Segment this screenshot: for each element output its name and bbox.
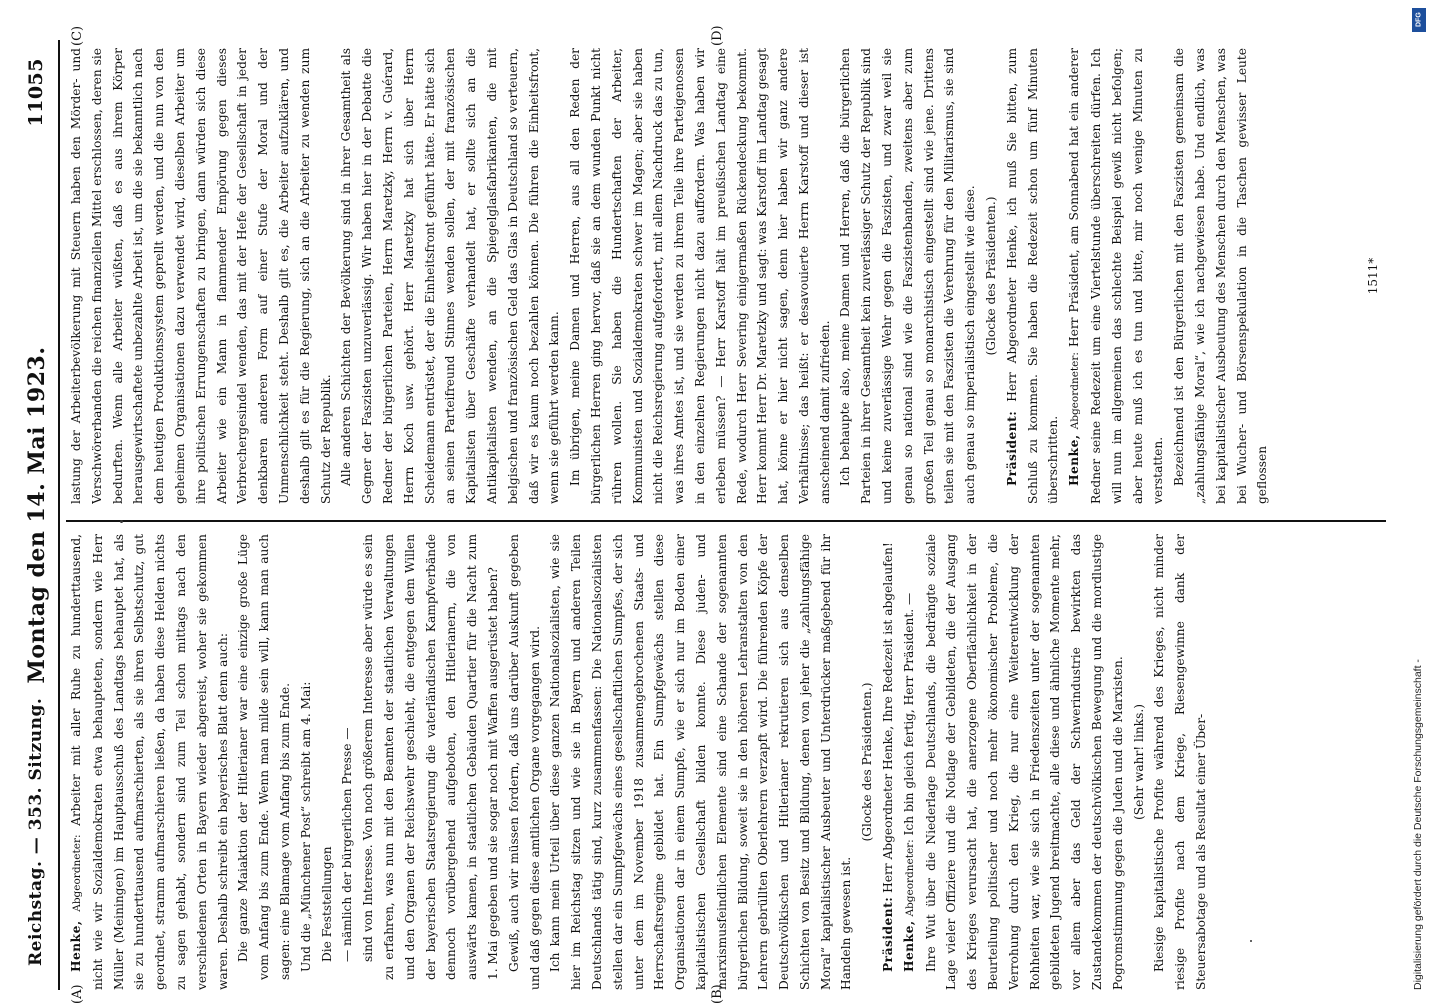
speaker-name: Präsident: <box>1004 410 1019 486</box>
paragraph: Und die „Münchener Post“ schreibt am 4. Mai: <box>298 681 313 972</box>
right-column <box>66 48 1386 504</box>
margin-marker-d: (D) <box>710 25 725 46</box>
quotation: — nämlich der bürgerlichen Presse — <box>340 727 355 962</box>
speaker-name: Henke, <box>69 920 83 972</box>
speech-text: Arbeiter mit aller Ruhe zu hunderttausend, nicht wie wir Sozialdemokraten etwa behaupteten, sondern wie Herr Müller (Meiningen) im Hauptausschuß des Landtags behauptet hat, als sie zu hunderttausend aufmarschierten, als sie ihren Selbstschutz, gut geordnet, stramm aufmarschieren ließen, da haben diese Helden nichts zu sagen gehabt, sondern sind zum Teil schon mittags nach den verschiedenen Orten in Bayern wieder abgereist, woher sie gekommen waren. Deshalb schreibt ein bayerisches Blatt denn auch: <box>69 534 230 990</box>
speaker-paragraph <box>66 534 233 990</box>
dfg-logo: DFG <box>1412 8 1426 32</box>
margin-marker-b: (B) <box>710 984 725 1004</box>
quotation: Die ganze Maiaktion der Hitlerianer war eine einzige große Lüge vom Anfang bis zum Ende. Wenn man milde sein will, kann man auch sagen: eine Blamage vom Anfang bis zum Ende. <box>236 534 292 980</box>
speaker-paragraph <box>899 534 921 990</box>
speaker-paragraph <box>1002 48 1064 504</box>
scan-speck <box>1250 940 1252 942</box>
speaker-role: Abgeordneter: <box>1069 352 1082 430</box>
speech-text: Ich bin gleich fertig, Herr Präsident. — <box>901 592 916 836</box>
paragraph: Ich kann mein Urteil über diese ganzen Nationalsozialisten, wie sie hier im Reichstag sitzen und wie sie in Bayern und anderen Teilen Deutschlands tätig sind, kurz zusammenfassen: Die Nationalsozialisten stellen dar ein Sumpfgewächs eines gesellschaftlichen Sumpfes, der sich unter dem im November 1918 zusammengebrochenen Staats- und Herrschaftsregime gebildet hat. Ein Sumpfgewächs stellen diese Organisationen dar in einem Sumpfe, wie er sich nur im Boden einer kapitalistischen Gesellschaft bilden konnte. Diese juden- und marxismusfeindlichen Elemente sind eine Schande der sogenannten bürgerlichen Bildung, soweit sie in den höheren Lehranstalten von den Lehrern gebrüllten Oberlehrern verzapft wird. Die führenden Köpfe der Deutschvölkischen und Hitlerianer rekrutieren sich aus denselben Schichten von Besitz und Bildung, denen von jeher die „zahlungsfähige Moral“ kapitalistischer Ausbeuter und Unterdrücker maßgebend für ihr Handeln gewesen ist. <box>548 534 854 990</box>
header-page-number: 11055 <box>25 58 47 127</box>
paragraph: Gewiß, auch wir müssen fordern, daß uns darüber Auskunft gegeben und daß gegen diese amtlichen Organe vorgegangen wird. <box>506 534 542 990</box>
speaker-paragraph <box>1064 48 1169 504</box>
continued-paragraph: lastung der Arbeiterbevölkerung mit Steuern haben den Mörder- und Verschwörerbanden die reichen finanziellen Mittel erschlossen, deren sie bedurften. Wenn alle Arbeiter wüßten, daß es aus ihrem Körper herausgewirtschaftete unbezahlte Arbeit ist, um die sie bekanntlich nach dem heutigen Produktionssystem geprellt werden, und die nun von den geheimen Organisationen dazu verwendet wird, dieselben Arbeiter um ihre politischen Errungenschaften zu bringen, dann würden sich diese Arbeiter wie ein Mann in flammender Empörung gegen dieses Verbrechergesindel wenden, das mit der Hefe der Gesellschaft in jeder denkbaren anderen Form auf einer Stufe der Moral und der Unmenschlichkeit steht. Deshalb gilt es, die Arbeiter aufzuklären, und deshalb gilt es für die Regierung, sich an die Arbeiter zu wenden zum Schutz der Republik. <box>69 48 333 504</box>
speech-text: Herr Abgeordneter Henke, Ihre Redezeit ist abgelaufen! <box>881 542 896 893</box>
rotated-page <box>20 25 1395 1004</box>
scan-speck <box>120 520 123 523</box>
quotation: sind von Interesse. Von noch größerem Interesse aber würde es sein zu erfahren, was nun mit den Beamten der staatlichen Verwaltungen und den Organen der Reichswehr geschieht, die entgegen dem Willen der bayerischen Staatsregierung die vaterländischen Kampfverbände dennoch vorübergehend aufgeboten, den Hitlerianern, die von auswärts kamen, in staatlichen Gebäuden Quartier für die Nacht zum 1. Mai gegeben und sie sogar noch mit Waffen ausgerüstet haben? <box>361 534 500 980</box>
speaker-role: Abgeordneter: <box>71 834 83 912</box>
quotation: Die Feststellungen <box>319 846 334 962</box>
margin-marker-c: (C) <box>70 25 85 46</box>
speaker-name: Henke, <box>1067 434 1082 486</box>
interjection: (Glocke des Präsidenten.) <box>860 682 875 842</box>
paragraph: Ihre Wut über die Niederlage Deutschlands, die bedrängte soziale Lage vieler Offiziere und die Notlage der Gebildeten, die der Ausgang des Krieges verursacht hat, die anerzogene Oberflächlichkeit in der Beurteilung politischer und noch mehr ökonomischer Probleme, die Verrohung durch den Krieg, die nur eine Weiterentwicklung der Rohheiten war, wie sie sich in Friedenszeiten unter der sogenannten gebildeten Jugend breitmachte, alle diese und ähnliche Momente mehr, vor allem aber das Geld der Schwerindustrie bewirkten das Zustandekommen der deutschvölkischen Bewegung und die mordlustige Pogromstimmung gegen die Juden und die Marxisten. <box>923 534 1125 990</box>
interjection: (Sehr wahr! links.) <box>1131 704 1146 820</box>
speech-text: Herr Präsident, am Sonnabend hat ein anderer Redner seine Redezeit um eine Viertelstunde überschreiten dürfen. Ich will nun im allgemeinen das schlechte Beispiel gewiß nicht befolgen; aber heute muß ich es tun und bitte, mir noch wenige Minuten zu verstatten. <box>1067 48 1166 504</box>
speaker-name: Präsident: <box>881 896 896 972</box>
paragraph: Ich behaupte also, meine Damen und Herren, daß die bürgerlichen Parteien in ihrer Gesamtheit kein zuverlässiger Schutz der Republik sind und keine zuverlässige Wehr gegen die Faszisten, und zwar weil sie genau so national sind wie die Faszistenbanden, zweitens aber zum großen Teil genau so monarchistisch eingestellt sind wie jene. Drittens teilen sie mit den Faszisten die Verehrung für den Militarismus, sie sind auch genau so imperialistisch eingestellt wie diese. <box>838 48 978 504</box>
column-divider <box>66 520 1386 522</box>
speaker-paragraph <box>878 534 899 990</box>
page-signature: 1511* <box>1366 257 1380 295</box>
paragraph: Alle anderen Schichten der Bevölkerung sind in ihrer Gesamtheit als Gegner der Faszisten unzuverlässig. Wir haben hier in der Debatte die Redner der bürgerlichen Parteien, Herrn Maretzky, Herrn v. Guérard, Herrn Koch usw. gehört. Herr Maretzky hat sich über Herrn Scheidemann entrüstet, der die Einheitsfront geführt hätte. Er hätte sich an seinen Parteifreund Stinnes wenden sollen, der mit französischen Kapitalisten über Geschäfte verhandelt hat, er sollte sich an die Antikapitalisten wenden, an die Spiegelglasfabrikanten, die mit belgischen und französischen Geld das Glas in Deutschland so verteuern, daß wir es kaum noch bezahlen können. Die führen die Einheitsfront, wenn sie geführt werden kann. <box>339 48 562 504</box>
speech-text: Herr Abgeordneter Henke, ich muß Sie bitten, zum Schluß zu kommen. Sie haben die Redezeit schon um fünf Minuten überschritten. <box>1004 48 1061 504</box>
left-column <box>66 534 1386 990</box>
digitization-strip <box>1404 0 1434 1000</box>
page-header <box>20 40 60 990</box>
paragraph: Im übrigen, meine Damen und Herren, aus all den Reden der bürgerlichen Herren ging hervor, daß sie an dem wunden Punkt nicht rühren wollen. Sie haben die Hundertschaften der Arbeiter, Kommunisten und Sozialdemokraten schwer im Magen; aber sie haben nicht die Reichsregierung aufgefordert, mit allem Nachdruck das zu tun, was ihres Amtes ist, und sie werden zu ihrem Teile ihre Parteigenossen in den einzelnen Regierungen nicht dazu auffordern. Was haben wir erleben müssen? — Herr Karstoff hält im preußischen Landtag eine Rede, wodurch Herr Severing einigermaßen Rückendeckung bekommt. Herr kommt Herr Dr. Maretzky und sagt: was Karstoff im Landtag gesagt hat, könne er hier nicht sagen, denn hier haben wir ganz andere Verhältnisse; das heißt: er desavouierte Herrn Karstoff und dieser ist anscheinend damit zufrieden. <box>568 48 832 504</box>
speaker-role: Abgeordneter: <box>903 839 916 917</box>
paragraph: Bezeichnend ist den Bürgerlichen mit den Faszisten gemeinsam die „zahlungsfähige Moral“, wie ich nachgewiesen habe. Und endlich, was bei kapitalistischer Ausbeutung des Menschen durch den Menschen, was bei Wucher- und Börsenspekulation in die Taschen gewisser Leute geflossen <box>1172 48 1270 504</box>
header-session: Reichstag. — 353. Sitzung. <box>26 697 46 966</box>
interjection: (Glocke des Präsidenten.) <box>984 196 999 356</box>
paragraph: Riesige kapitalistische Profite während des Krieges, nicht minder riesige Profite nach dem Kriege, Riesengewinne dank der Steuersabotage und als Resultat einer Über- <box>1152 534 1209 990</box>
margin-marker-a: (A) <box>70 984 85 1004</box>
digitization-note: Digitalisierung gefördert durch die Deutsche Forschungsgemeinschaft - <box>1412 659 1424 990</box>
speaker-name: Henke, <box>901 920 916 972</box>
header-date: Montag den 14. Mai 1923. <box>24 346 50 684</box>
